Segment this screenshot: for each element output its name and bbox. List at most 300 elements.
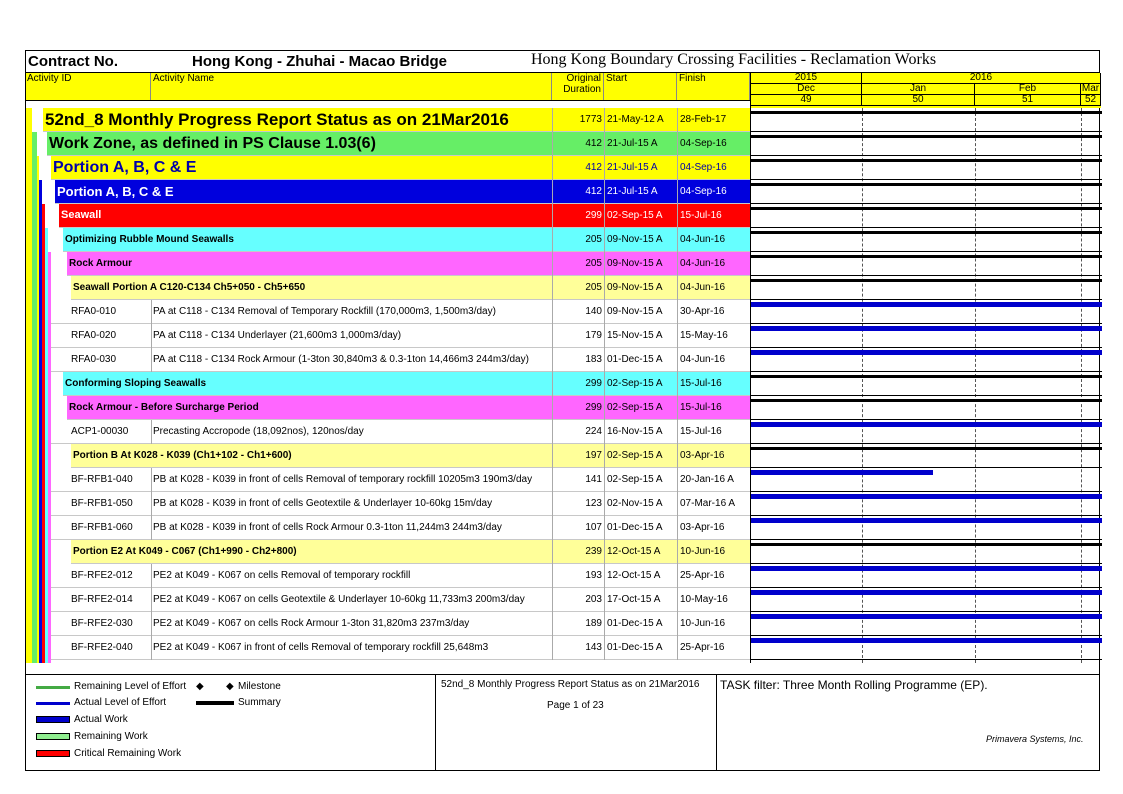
wbs-row[interactable] [71, 540, 750, 564]
cell-separator [552, 492, 553, 516]
wbs-name: Seawall Portion A C120-C134 Ch5+050 - Ch5+650 [73, 282, 306, 293]
start-date: 01-Dec-15 A [607, 522, 663, 533]
remaining-work-swatch [36, 733, 70, 740]
month-mar: Mar [1081, 83, 1100, 94]
gantt-row-line [751, 323, 1102, 324]
month-feb: Feb [975, 84, 1081, 95]
gantt-summary-bar [751, 111, 1102, 114]
activity-name: PE2 at K049 - K067 in front of cells Removal of temporary rockfill 25,648m3 [153, 642, 489, 653]
gantt-row-line [751, 443, 1102, 444]
legend-summary: Summary [238, 697, 281, 708]
cell-separator [552, 252, 553, 276]
duration-value: 224 [585, 426, 602, 437]
cell-separator [151, 636, 152, 660]
activity-id: RFA0-030 [71, 354, 117, 365]
cell-separator [677, 516, 678, 540]
cell-separator [552, 636, 553, 660]
finish-date: 15-May-16 [680, 330, 728, 341]
wbs-row[interactable] [63, 228, 750, 252]
wbs-row[interactable] [67, 252, 750, 276]
cell-separator [552, 108, 553, 132]
gantt-row-line [751, 659, 1102, 660]
month-jan: Jan [862, 84, 975, 95]
finish-date: 04-Sep-16 [680, 138, 727, 149]
gantt-row-line [751, 251, 1102, 252]
footer-divider [435, 675, 436, 771]
activity-id: ACP1-00030 [71, 426, 129, 437]
cell-separator [604, 372, 605, 396]
cell-separator [552, 300, 553, 324]
week-52: 52 [1081, 95, 1101, 106]
start-date: 01-Dec-15 A [607, 354, 663, 365]
cell-separator [604, 204, 605, 228]
footer-page: Page 1 of 23 [547, 700, 604, 711]
cell-separator [604, 540, 605, 564]
activity-name: PB at K028 - K039 in front of cells Rock Armour 0.3-1ton 11,244m3 244m3/day [153, 522, 502, 533]
report-sheet [25, 50, 1100, 771]
finish-date: 04-Jun-16 [680, 354, 726, 365]
cell-separator [677, 420, 678, 444]
gantt-row-line [751, 179, 1102, 180]
cell-separator [552, 372, 553, 396]
start-date: 17-Oct-15 A [607, 594, 661, 605]
duration-value: 143 [585, 642, 602, 653]
cell-separator [677, 372, 678, 396]
wbs-name: Work Zone, as defined in PS Clause 1.03(6) [49, 135, 376, 152]
footer-filter: TASK filter: Three Month Rolling Programme (EP). [720, 678, 988, 692]
duration-value: 1773 [579, 114, 602, 125]
finish-date: 10-Jun-16 [680, 618, 726, 629]
week-row [751, 95, 1101, 106]
gantt-summary-bar [751, 543, 1102, 546]
duration-value: 412 [585, 186, 602, 197]
cell-separator [604, 132, 605, 156]
legend-critical-work: Critical Remaining Work [74, 748, 182, 759]
gantt-gridline [975, 108, 976, 663]
start-date: 09-Nov-15 A [607, 258, 663, 269]
cell-separator [604, 516, 605, 540]
start-date: 09-Nov-15 A [607, 234, 663, 245]
cell-separator [604, 468, 605, 492]
start-date: 01-Dec-15 A [607, 642, 663, 653]
wbs-row[interactable] [67, 396, 750, 420]
col-duration-line1: Original [566, 73, 601, 84]
cell-separator [151, 420, 152, 444]
gantt-chart [750, 108, 1101, 663]
cell-separator [677, 492, 678, 516]
cell-separator [552, 444, 553, 468]
week-51: 51 [975, 95, 1081, 106]
gantt-actual-bar [751, 566, 1102, 571]
start-date: 02-Sep-15 A [607, 474, 663, 485]
cell-separator [552, 348, 553, 372]
finish-date: 15-Jul-16 [680, 402, 722, 413]
gantt-actual-bar [751, 638, 1102, 643]
duration-value: 299 [585, 378, 602, 389]
gantt-actual-bar [751, 494, 1102, 499]
cell-separator [677, 468, 678, 492]
cell-separator [151, 564, 152, 588]
cell-separator [552, 516, 553, 540]
cell-separator [604, 108, 605, 132]
gantt-row-line [751, 395, 1102, 396]
start-date: 09-Nov-15 A [607, 306, 663, 317]
finish-date: 04-Sep-16 [680, 162, 727, 173]
legend-actual-loe: Actual Level of Effort [74, 697, 167, 708]
finish-date: 03-Apr-16 [680, 522, 725, 533]
activity-row[interactable] [51, 564, 750, 588]
finish-date: 30-Apr-16 [680, 306, 725, 317]
gantt-summary-bar [751, 447, 1102, 450]
activity-name: PE2 at K049 - K067 on cells Geotextile & Underlayer 10-60kg 11,733m3 200m3/day [153, 594, 525, 605]
critical-work-swatch [36, 750, 70, 757]
gantt-gridline [862, 108, 863, 663]
cell-separator [677, 276, 678, 300]
start-date: 21-Jul-15 A [607, 138, 658, 149]
finish-date: 03-Apr-16 [680, 450, 725, 461]
cell-separator [552, 180, 553, 204]
gantt-row-line [751, 563, 1102, 564]
start-date: 02-Nov-15 A [607, 498, 663, 509]
duration-value: 203 [585, 594, 602, 605]
finish-date: 15-Jul-16 [680, 210, 722, 221]
activity-name: PE2 at K049 - K067 on cells Removal of temporary rockfill [153, 570, 411, 581]
finish-date: 04-Jun-16 [680, 258, 726, 269]
cell-separator [604, 420, 605, 444]
wbs-name: Portion E2 At K049 - C067 (Ch1+990 - Ch2+800) [73, 546, 297, 557]
gantt-row-line [751, 467, 1102, 468]
duration-value: 123 [585, 498, 602, 509]
finish-date: 04-Sep-16 [680, 186, 727, 197]
cell-separator [677, 252, 678, 276]
start-date: 01-Dec-15 A [607, 618, 663, 629]
wbs-row[interactable] [47, 132, 750, 156]
activity-name: PA at C118 - C134 Rock Armour (1-3ton 30,840m3 & 0.3-1ton 14,466m3 244m3/day) [153, 354, 529, 365]
week-50: 50 [862, 95, 975, 106]
start-date: 21-Jul-15 A [607, 162, 658, 173]
wbs-name: Rock Armour [69, 258, 132, 269]
duration-value: 205 [585, 282, 602, 293]
cell-separator [677, 324, 678, 348]
gantt-row-line [751, 371, 1102, 372]
col-duration-line2: Duration [563, 84, 601, 95]
activity-id: BF-RFB1-060 [71, 522, 133, 533]
col-activity-id: Activity ID [26, 73, 151, 100]
activity-name: Precasting Accropode (18,092nos), 120nos/day [153, 426, 364, 437]
actual-work-swatch [36, 716, 70, 723]
col-finish: Finish [677, 73, 750, 100]
cell-separator [677, 564, 678, 588]
cell-separator [151, 468, 152, 492]
duration-value: 189 [585, 618, 602, 629]
cell-separator [604, 300, 605, 324]
activity-id: BF-RFE2-014 [71, 594, 133, 605]
activity-row[interactable] [51, 516, 750, 540]
cell-separator [151, 516, 152, 540]
gantt-actual-bar [751, 302, 1102, 307]
gantt-row-line [751, 275, 1102, 276]
gantt-summary-bar [751, 207, 1102, 210]
activity-row[interactable] [51, 420, 750, 444]
activity-row[interactable] [51, 612, 750, 636]
start-date: 02-Sep-15 A [607, 378, 663, 389]
cell-separator [677, 132, 678, 156]
cell-separator [552, 396, 553, 420]
start-date: 21-May-12 A [607, 114, 664, 125]
start-date: 12-Oct-15 A [607, 570, 661, 581]
duration-value: 205 [585, 258, 602, 269]
cell-separator [151, 324, 152, 348]
wbs-row[interactable] [71, 276, 750, 300]
cell-separator [604, 564, 605, 588]
gantt-row-line [751, 131, 1102, 132]
activity-id: RFA0-010 [71, 306, 117, 317]
facility-title: Hong Kong Boundary Crossing Facilities - Reclamation Works [531, 51, 937, 68]
activity-id: BF-RFE2-040 [71, 642, 133, 653]
wbs-name: Portion B At K028 - K039 (Ch1+102 - Ch1+600) [73, 450, 292, 461]
cell-separator [604, 588, 605, 612]
wbs-row[interactable] [63, 372, 750, 396]
duration-value: 299 [585, 210, 602, 221]
report-header [26, 51, 1099, 73]
cell-separator [677, 396, 678, 420]
wbs-name: Portion A, B, C & E [57, 184, 174, 199]
wbs-row[interactable] [55, 180, 750, 204]
cell-separator [677, 348, 678, 372]
cell-separator [677, 300, 678, 324]
column-header [26, 73, 750, 101]
start-date: 12-Oct-15 A [607, 546, 661, 557]
week-49: 49 [751, 95, 862, 106]
gantt-actual-bar [751, 518, 1102, 523]
finish-date: 28-Feb-17 [680, 114, 727, 125]
gantt-row-line [751, 491, 1102, 492]
cell-separator [604, 396, 605, 420]
activity-row[interactable] [51, 348, 750, 372]
activity-name: PE2 at K049 - K067 on cells Rock Armour 1-3ton 31,820m3 237m3/day [153, 618, 470, 629]
duration-value: 141 [585, 474, 602, 485]
cell-separator [677, 636, 678, 660]
cell-separator [552, 132, 553, 156]
cell-separator [677, 108, 678, 132]
gantt-summary-bar [751, 135, 1102, 138]
finish-date: 07-Mar-16 A [680, 498, 736, 509]
wbs-row[interactable] [59, 204, 750, 228]
start-date: 21-Jul-15 A [607, 186, 658, 197]
contract-label: Contract No. [28, 53, 118, 70]
cell-separator [151, 492, 152, 516]
cell-separator [552, 276, 553, 300]
cell-separator [151, 612, 152, 636]
duration-value: 107 [585, 522, 602, 533]
legend-remaining-loe: Remaining Level of Effort [74, 681, 187, 692]
month-dec: Dec [751, 84, 862, 95]
cell-separator [604, 252, 605, 276]
cell-separator [552, 204, 553, 228]
summary-swatch [196, 701, 234, 705]
cell-separator [604, 156, 605, 180]
gantt-actual-bar [751, 590, 1102, 595]
gantt-summary-bar [751, 399, 1102, 402]
finish-date: 04-Jun-16 [680, 234, 726, 245]
col-duration [552, 73, 604, 100]
duration-value: 299 [585, 402, 602, 413]
gantt-summary-bar [751, 255, 1102, 258]
cell-separator [604, 348, 605, 372]
start-date: 02-Sep-15 A [607, 402, 663, 413]
cell-separator [604, 228, 605, 252]
activity-row[interactable] [51, 468, 750, 492]
start-date: 09-Nov-15 A [607, 282, 663, 293]
gantt-gridline [1081, 108, 1082, 663]
col-start: Start [604, 73, 677, 100]
cell-separator [604, 324, 605, 348]
gantt-actual-bar [751, 470, 933, 475]
year-2015: 2015 [751, 73, 862, 84]
duration-value: 239 [585, 546, 602, 557]
activity-name: PA at C118 - C134 Removal of Temporary Rockfill (170,000m3, 1,500m3/day) [153, 306, 496, 317]
gantt-actual-bar [751, 326, 1102, 331]
footer-report-title: 52nd_8 Monthly Progress Report Status as on 21Mar2016 [441, 679, 700, 690]
activity-id: BF-RFE2-012 [71, 570, 133, 581]
activity-name: PB at K028 - K039 in front of cells Removal of temporary rockfill 10205m3 190m3/day [153, 474, 533, 485]
duration-value: 205 [585, 234, 602, 245]
finish-date: 25-Apr-16 [680, 642, 725, 653]
gantt-row-line [751, 299, 1102, 300]
remaining-loe-swatch [36, 686, 70, 689]
gantt-summary-bar [751, 375, 1102, 378]
cell-separator [604, 444, 605, 468]
cell-separator [677, 612, 678, 636]
cell-separator [552, 564, 553, 588]
cell-separator [552, 588, 553, 612]
activity-name: PA at C118 - C134 Underlayer (21,600m3 1,000m3/day) [153, 330, 402, 341]
activity-id: BF-RFB1-040 [71, 474, 133, 485]
milestone-diamond-icon: ◆ [226, 681, 234, 692]
gantt-row-line [751, 203, 1102, 204]
gantt-summary-bar [751, 183, 1102, 186]
cell-separator [677, 540, 678, 564]
activity-id: BF-RFB1-050 [71, 498, 133, 509]
activity-row[interactable] [51, 636, 750, 660]
cell-separator [552, 612, 553, 636]
gantt-actual-bar [751, 614, 1102, 619]
gantt-summary-bar [751, 279, 1102, 282]
finish-date: 20-Jan-16 A [680, 474, 734, 485]
finish-date: 10-May-16 [680, 594, 728, 605]
cell-separator [677, 204, 678, 228]
cell-separator [151, 588, 152, 612]
cell-separator [552, 324, 553, 348]
cell-separator [604, 180, 605, 204]
legend-actual-work: Actual Work [74, 714, 128, 725]
wbs-row[interactable] [71, 444, 750, 468]
duration-value: 183 [585, 354, 602, 365]
gantt-row-line [751, 155, 1102, 156]
activity-row[interactable] [51, 324, 750, 348]
activity-name: PB at K028 - K039 in front of cells Geotextile & Underlayer 10-60kg 15m/day [153, 498, 493, 509]
start-date: 02-Sep-15 A [607, 450, 663, 461]
gantt-row-line [751, 635, 1102, 636]
gantt-row-line [751, 539, 1102, 540]
duration-value: 412 [585, 138, 602, 149]
cell-separator [552, 468, 553, 492]
gantt-row-line [751, 515, 1102, 516]
cell-separator [677, 228, 678, 252]
finish-date: 15-Jul-16 [680, 426, 722, 437]
cell-separator [552, 228, 553, 252]
cell-separator [604, 636, 605, 660]
wbs-name: Portion A, B, C & E [53, 159, 197, 176]
gantt-summary-bar [751, 159, 1102, 162]
gantt-actual-bar [751, 422, 1102, 427]
col-activity-name: Activity Name [151, 73, 552, 100]
cell-separator [151, 300, 152, 324]
start-date: 15-Nov-15 A [607, 330, 663, 341]
footer-divider [716, 675, 717, 771]
cell-separator [604, 492, 605, 516]
wbs-name: 52nd_8 Monthly Progress Report Status as on 21Mar2016 [45, 110, 509, 129]
cell-separator [677, 444, 678, 468]
cell-separator [552, 156, 553, 180]
finish-date: 04-Jun-16 [680, 282, 726, 293]
wbs-name: Optimizing Rubble Mound Seawalls [65, 234, 234, 245]
activity-row[interactable] [51, 588, 750, 612]
cell-separator [677, 180, 678, 204]
gantt-summary-bar [751, 231, 1102, 234]
wbs-row[interactable] [43, 108, 750, 132]
start-date: 16-Nov-15 A [607, 426, 663, 437]
cell-separator [677, 588, 678, 612]
finish-date: 15-Jul-16 [680, 378, 722, 389]
gantt-row-line [751, 419, 1102, 420]
duration-value: 193 [585, 570, 602, 581]
cell-separator [604, 276, 605, 300]
wbs-name: Conforming Sloping Seawalls [65, 378, 207, 389]
finish-date: 25-Apr-16 [680, 570, 725, 581]
gantt-row-line [751, 611, 1102, 612]
legend-milestone: Milestone [238, 681, 281, 692]
legend-remaining-work: Remaining Work [74, 731, 148, 742]
cell-separator [552, 540, 553, 564]
gantt-row-line [751, 227, 1102, 228]
activity-id: BF-RFE2-030 [71, 618, 133, 629]
wbs-name: Seawall [61, 209, 102, 221]
activity-row[interactable] [51, 492, 750, 516]
timescale-header [750, 73, 1101, 108]
gantt-row-line [751, 587, 1102, 588]
actual-loe-swatch [36, 702, 70, 705]
footer-software: Primavera Systems, Inc. [986, 734, 1084, 744]
finish-date: 10-Jun-16 [680, 546, 726, 557]
project-title: Hong Kong - Zhuhai - Macao Bridge [192, 53, 447, 70]
duration-value: 412 [585, 162, 602, 173]
diamond-icon: ◆ [196, 681, 204, 692]
duration-value: 140 [585, 306, 602, 317]
duration-value: 179 [585, 330, 602, 341]
wbs-row[interactable] [51, 156, 750, 180]
year-2016: 2016 [862, 73, 1101, 84]
duration-value: 197 [585, 450, 602, 461]
report-footer [26, 674, 1099, 771]
start-date: 02-Sep-15 A [607, 210, 663, 221]
cell-separator [677, 156, 678, 180]
cell-separator [151, 348, 152, 372]
gantt-actual-bar [751, 350, 1102, 355]
activity-id: RFA0-020 [71, 330, 117, 341]
wbs-name: Rock Armour - Before Surcharge Period [69, 402, 259, 413]
activity-row[interactable] [51, 300, 750, 324]
